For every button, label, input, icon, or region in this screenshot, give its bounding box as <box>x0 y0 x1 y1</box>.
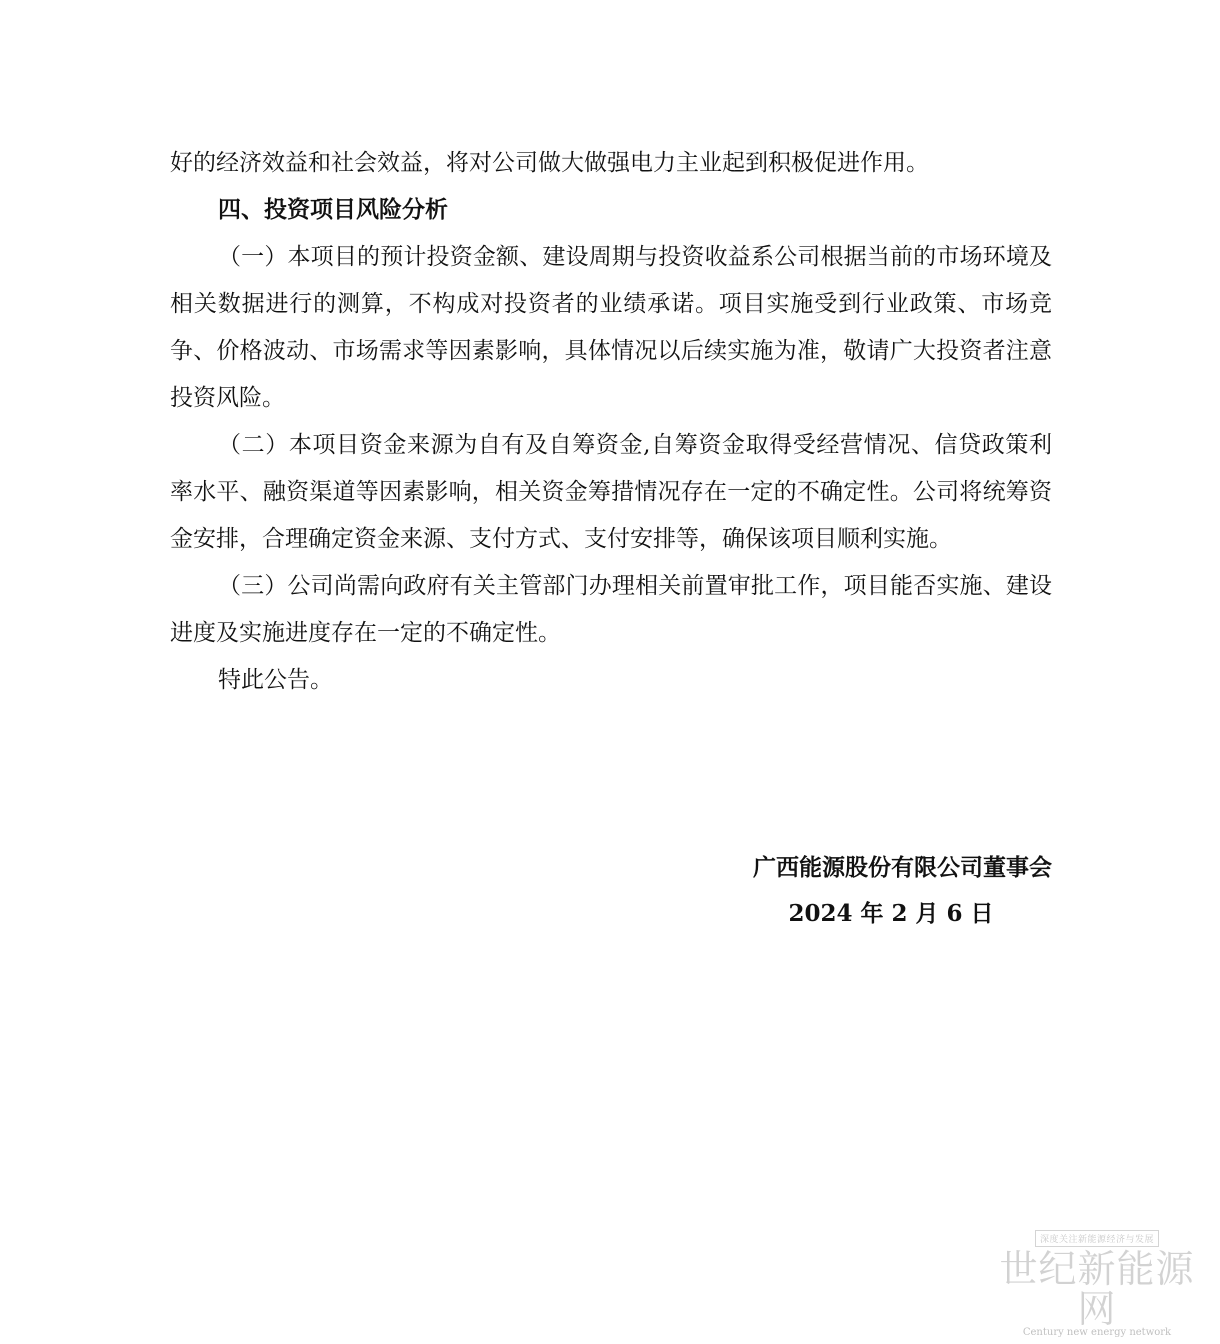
watermark <box>982 1227 1212 1338</box>
signature-company: 广西能源股份有限公司董事会 <box>753 855 1052 881</box>
signature-date: 2024 年 2 月 6 日 <box>788 900 994 927</box>
watermark-name: 世纪新能源网 <box>999 1247 1195 1331</box>
closing-statement: 特此公告。 <box>218 667 333 693</box>
watermark-english: Century new energy network <box>1022 1327 1172 1338</box>
section-heading-risk-analysis: 四、投资项目风险分析 <box>218 197 448 223</box>
signature-block <box>700 845 1052 937</box>
paragraph-risk-3: （三）公司尚需向政府有关主管部门办理相关前置审批工作，项目能否实施、建设进度及实施进度存在一定的不确定性。 <box>170 573 1052 646</box>
watermark-tagline: 深度关注新能源经济与发展 <box>1035 1230 1159 1247</box>
paragraph-continuation: 好的经济效益和社会效益，将对公司做大做强电力主业起到积极促进作用。 <box>170 150 929 176</box>
document-body <box>170 140 1052 704</box>
paragraph-risk-1: （一）本项目的预计投资金额、建设周期与投资收益系公司根据当前的市场环境及相关数据进行的测算，不构成对投资者的业绩承诺。项目实施受到行业政策、市场竞争、价格波动、市场需求等因素影响，具体情况以后续实施为准，敬请广大投资者注意投资风险。 <box>170 244 1052 411</box>
paragraph-risk-2: （二）本项目资金来源为自有及自筹资金,自筹资金取得受经营情况、信贷政策利率水平、融资渠道等因素影响，相关资金筹措情况存在一定的不确定性。公司将统筹资金安排，合理确定资金来源、支付方式、支付安排等，确保该项目顺利实施。 <box>170 432 1052 552</box>
